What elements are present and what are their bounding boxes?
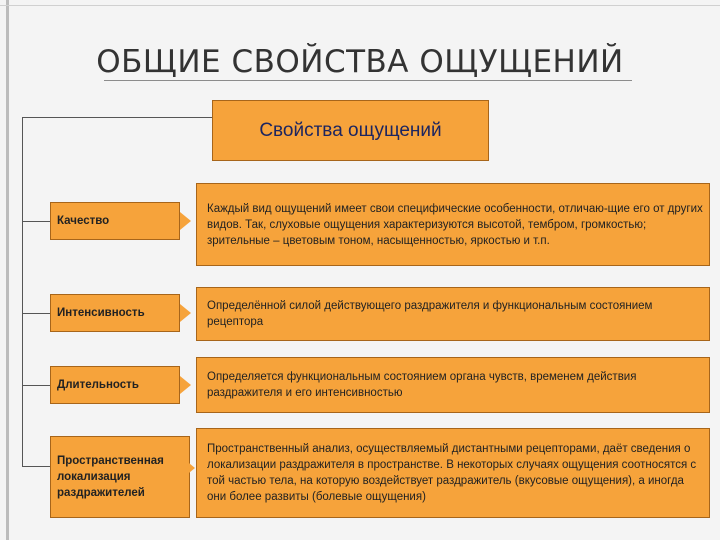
slide-title: ОБЩИЕ СВОЙСТВА ОЩУЩЕНИЙ [96, 44, 624, 80]
properties-header-box [212, 100, 489, 161]
description-box-localization [196, 428, 710, 518]
label-box-quality [50, 202, 180, 240]
label-intensity: Интенсивность [57, 307, 145, 319]
slide-frame-vertical [6, 0, 9, 540]
connector-trunk [22, 117, 23, 467]
connector-branch-localization [22, 466, 50, 467]
description-box-quality [196, 183, 710, 266]
label-box-duration [50, 366, 180, 404]
arrow-localization [184, 459, 195, 477]
description-duration: Определяется функциональным состоянием органа чувств, временем действия раздражителя и его интенсивностью [207, 371, 637, 399]
title-underline [104, 80, 632, 81]
description-box-duration [196, 357, 710, 413]
connector-branch-intensity [22, 313, 50, 314]
connector-branch-duration [22, 385, 50, 386]
arrow-quality [180, 212, 191, 230]
connector-branch-quality [22, 221, 50, 222]
label-box-intensity [50, 294, 180, 332]
slide-frame-horizontal [0, 5, 720, 6]
description-localization: Пространственный анализ, осуществляемый дистантными рецепторами, даёт сведения о локализации раздражителя в пространстве. В некоторых случаях ощущения соотносятся с той частью тела, на которую воздействует раздражитель (вкусовые ощущения), а иногда они более развиты (болевые ощущения) [207, 443, 697, 503]
properties-header-label: Свойства ощущений [259, 119, 442, 141]
connector-top-horizontal [22, 117, 212, 118]
arrow-intensity [180, 304, 191, 322]
label-duration: Длительность [57, 379, 139, 391]
label-localization: Пространственная локализация раздражителей [57, 455, 164, 499]
description-intensity: Определённой силой действующего раздражителя и функциональным состоянием рецептора [207, 300, 653, 328]
label-quality: Качество [57, 215, 110, 227]
label-box-localization [50, 436, 190, 518]
description-quality: Каждый вид ощущений имеет свои специфические особенности, отличаю-щие его от других видов. Так, слуховые ощущения характеризуются высотой, тембром, громкостью; зрительные – цветовым тоном, насыщенностью, яркостью и т.п. [207, 202, 703, 247]
description-box-intensity [196, 287, 710, 341]
arrow-duration [180, 376, 191, 394]
